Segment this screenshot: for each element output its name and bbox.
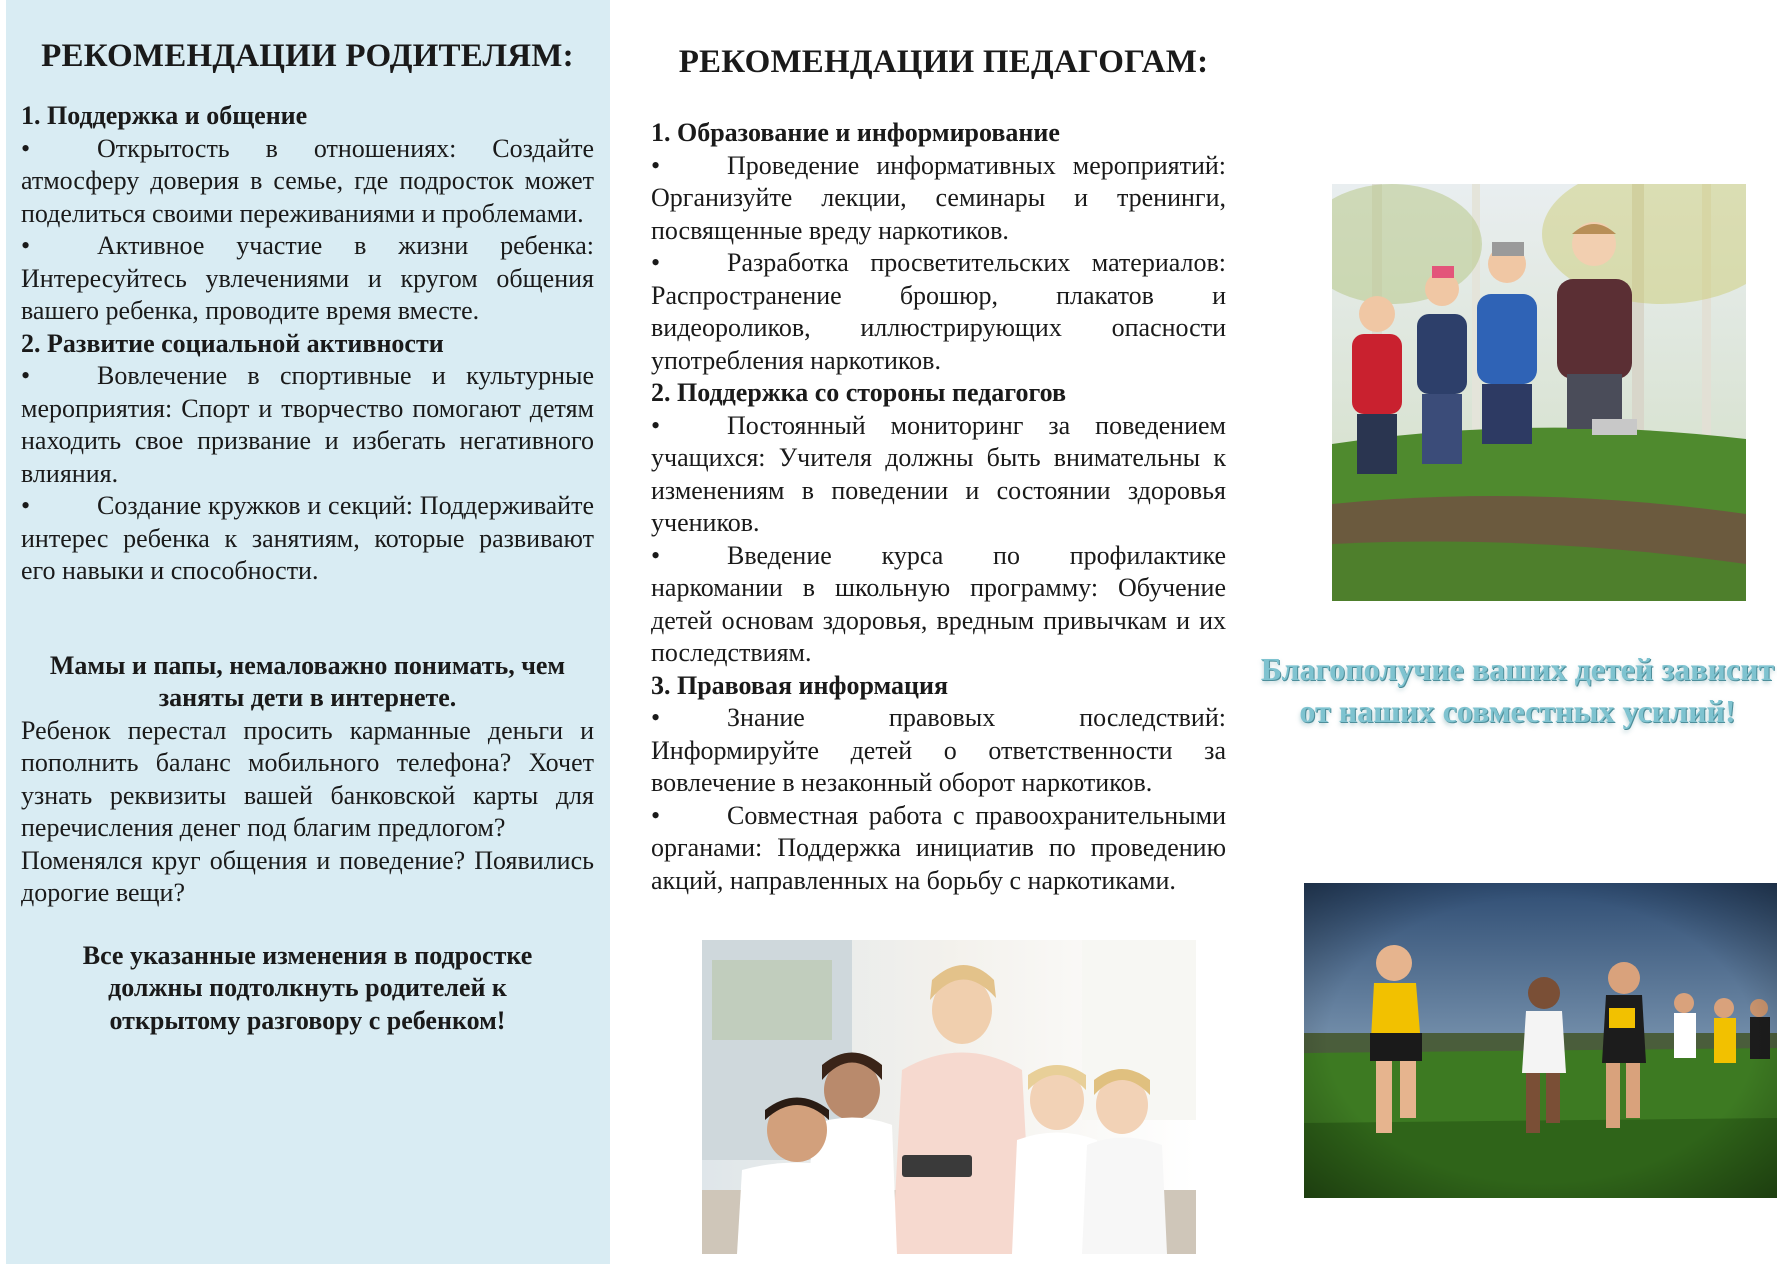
parents-bullet (21, 360, 594, 490)
bullet-marker: • (651, 800, 661, 830)
bullet-marker: • (651, 150, 661, 180)
bullet-text: Знание правовых последствий: Информируйте детей о ответственности за вовлечение в незаконный оборот наркотиков. (651, 703, 1226, 797)
teachers-bullet (651, 702, 1226, 800)
teachers-bullet (651, 800, 1226, 898)
bullet-text: Постоянный мониторинг за поведением учащихся: Учителя должны быть внимательны к изменениям в поведении и состоянии здоровья учеников. (651, 410, 1226, 537)
parents-bullet (21, 490, 594, 588)
bullet-marker: • (21, 133, 31, 163)
internet-text: Поменялся круг общения и поведение? Появились дорогие вещи? (21, 845, 594, 907)
children-running-photo (1304, 883, 1777, 1198)
bullet-marker: • (21, 491, 31, 520)
bullet-text: Создание кружков и секций: Поддерживайте интерес ребенка к занятиям, которые развивают его навыки и способности. (21, 491, 594, 585)
teachers-bullet (651, 540, 1226, 670)
bullet-text: Открытость в отношениях: Создайте атмосферу доверия в семье, где подросток может поделиться своими переживаниями и проблемами. (21, 133, 594, 228)
parents-title: РЕКОМЕНДАЦИИ РОДИТЕЛЯМ: (41, 38, 574, 74)
teachers-section-heading: 3. Правовая информация (651, 670, 949, 700)
parents-section-heading: 2. Развитие социальной активности (21, 328, 444, 358)
teachers-section-heading: 1. Образование и информирование (651, 118, 1060, 147)
bullet-text: Введение курса по профилактике наркомании в школьную программу: Обучение детей основам здоровья, вредным привычкам и их последствиям. (651, 540, 1226, 667)
bullet-text: Совместная работа с правоохранительными органами: Поддержка инициатив по проведению акций, направленных на борьбу с наркотиками. (651, 800, 1226, 895)
bullet-marker: • (21, 231, 31, 260)
bullet-marker: • (651, 248, 661, 277)
bullet-marker: • (21, 361, 31, 390)
internet-heading: Мамы и папы, немаловажно понимать, чем заняты дети в интернете. (49, 650, 566, 712)
parents-section-heading: 1. Поддержка и общение (21, 101, 308, 130)
parents-column (6, 0, 610, 1264)
parents-bullet (21, 230, 594, 328)
classroom-photo (702, 940, 1196, 1254)
slogan: Благополучие ваших детей зависит от наших совместных усилий! (1260, 651, 1775, 729)
bullet-marker: • (651, 410, 661, 440)
teachers-bullet (651, 150, 1226, 248)
parents-bullet (21, 133, 594, 231)
bullet-text: Разработка просветительских материалов: Распространение брошюр, плакатов и видеороликов, иллюстрирующих опасности употребления наркотиков. (651, 248, 1226, 375)
teachers-title: РЕКОМЕНДАЦИИ ПЕДАГОГАМ: (678, 44, 1209, 80)
right-column (1258, 0, 1777, 1264)
bullet-text: Активное участие в жизни ребенка: Интересуйтесь увлечениями и кругом общения вашего ребенка, проводите время вместе. (21, 231, 594, 325)
bullet-marker: • (651, 703, 661, 732)
teachers-bullet (651, 410, 1226, 540)
children-jumping-photo (1332, 184, 1746, 601)
bullet-text: Проведение информативных мероприятий: Организуйте лекции, семинары и тренинги, посвященные вреду наркотиков. (651, 150, 1226, 245)
closing-text: Все указанные изменения в подростке должны подтолкнуть родителей к открытому разговору с ребенком! (82, 940, 533, 1035)
teachers-bullet (651, 247, 1226, 377)
teachers-section-heading: 2. Поддержка со стороны педагогов (651, 378, 1067, 407)
bullet-text: Вовлечение в спортивные и культурные мероприятия: Спорт и творчество помогают детям находить свое призвание и избегать негативного влияния. (21, 361, 594, 488)
internet-text: Ребенок перестал просить карманные деньги и пополнить баланс мобильного телефона? Хочет узнать реквизиты вашей банковской карты для перечисления денег под благим предлогом? (21, 715, 594, 842)
bullet-marker: • (651, 540, 661, 570)
